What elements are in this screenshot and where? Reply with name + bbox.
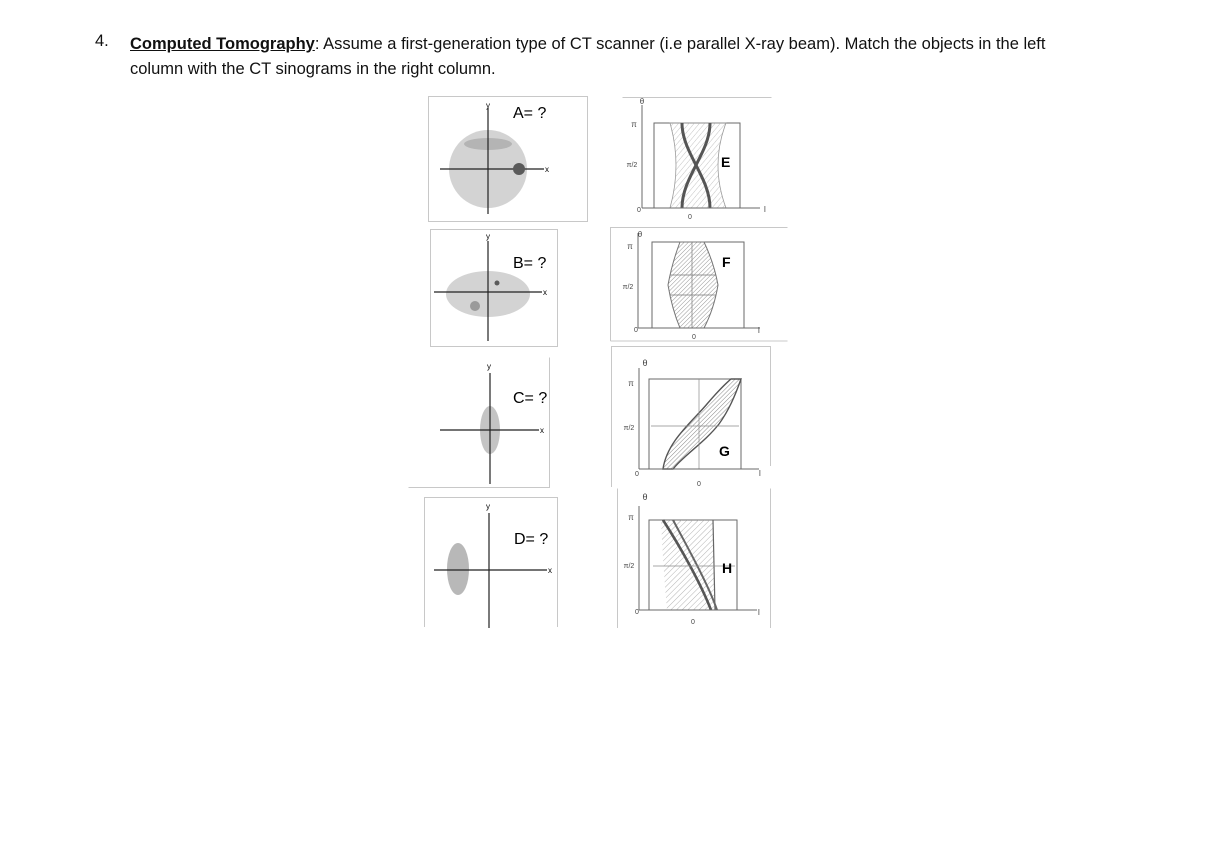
sinogram-g-panel	[611, 346, 771, 488]
sinogram-e-half-pi-label: π/2	[626, 162, 638, 169]
sinogram-h-figure	[617, 488, 771, 628]
sinogram-g-label: G	[719, 443, 730, 459]
object-b-label: B= ?	[513, 255, 547, 272]
object-a-x-label: x	[545, 165, 549, 174]
question-number: 4.	[95, 32, 109, 50]
object-a-y-label: y	[486, 101, 490, 110]
sinogram-f-figure	[610, 227, 788, 342]
object-b-panel	[430, 229, 558, 347]
sinogram-e-pi-label: π	[631, 120, 637, 129]
sinogram-e-band	[670, 123, 726, 208]
sinogram-f-zero-label: 0	[634, 327, 638, 334]
sinogram-g-origin-label: 0	[697, 481, 701, 488]
sinogram-f-half-pi-label: π/2	[622, 284, 634, 291]
object-d-panel	[424, 497, 558, 628]
sinogram-g-l-label: l	[759, 469, 761, 478]
question-text	[130, 32, 1080, 82]
object-d-figure	[424, 497, 558, 628]
object-c-label: C= ?	[513, 390, 548, 407]
sinogram-h-band	[661, 520, 715, 610]
sinogram-e-figure	[622, 97, 772, 221]
sinogram-e-label: E	[721, 154, 731, 170]
object-c-frame	[409, 358, 550, 488]
sinogram-e-zero-label: 0	[637, 207, 641, 214]
sinogram-g-pi-label: π	[628, 379, 634, 388]
sinogram-h-zero-label: 0	[635, 609, 639, 616]
object-b-medium-dot	[470, 301, 480, 311]
object-d-y-label: y	[486, 502, 490, 511]
sinogram-h-label: H	[722, 560, 733, 576]
sinogram-g-frame	[612, 347, 771, 488]
sinogram-g-theta-label: θ	[642, 358, 648, 368]
object-a-panel	[428, 96, 588, 222]
sinogram-h-theta-label: θ	[642, 492, 648, 502]
sinogram-e-panel	[622, 97, 772, 221]
sinogram-f-label: F	[722, 254, 731, 270]
question-body: : Assume a first-generation type of CT scanner (i.e parallel X-ray beam). Match the objects in the left column with the CT sinograms in the right column.	[130, 35, 1046, 78]
sinogram-e-theta-label: θ	[639, 97, 645, 106]
sinogram-f-panel	[610, 227, 788, 342]
object-d-x-label: x	[548, 566, 552, 575]
question-title: Computed Tomography	[130, 35, 315, 53]
sinogram-h-half-pi-label: π/2	[623, 563, 635, 570]
sinogram-e-l-label: l	[764, 205, 766, 214]
sinogram-f-l-label: l	[758, 326, 760, 335]
object-b-x-label: x	[543, 288, 547, 297]
sinogram-h-l-label: l	[758, 608, 760, 617]
object-c-y-label: y	[487, 362, 491, 371]
sinogram-f-pi-label: π	[627, 242, 633, 251]
object-d-ellipse	[447, 543, 469, 595]
sinogram-f-theta-label: θ	[637, 230, 643, 239]
sinogram-h-panel	[617, 488, 771, 628]
sinogram-h-pi-label: π	[628, 513, 634, 522]
object-c-figure	[408, 357, 550, 488]
object-c-panel	[408, 357, 550, 488]
sinogram-g-half-pi-label: π/2	[623, 425, 635, 432]
object-a-label: A= ?	[513, 105, 547, 122]
sinogram-g-figure	[611, 346, 771, 488]
object-c-x-label: x	[540, 426, 544, 435]
sinogram-h-origin-label: 0	[691, 619, 695, 626]
object-d-frame	[425, 498, 558, 628]
object-a-dense-dot	[513, 163, 525, 175]
object-a-figure	[428, 96, 588, 222]
object-b-small-dot	[495, 281, 500, 286]
sinogram-g-zero-label: 0	[635, 471, 639, 478]
sinogram-f-band	[668, 242, 718, 328]
sinogram-e-origin-label: 0	[688, 214, 692, 221]
object-d-label: D= ?	[514, 531, 549, 548]
object-b-y-label: y	[486, 232, 490, 241]
sinogram-f-origin-label: 0	[692, 334, 696, 341]
object-b-figure	[430, 229, 558, 347]
